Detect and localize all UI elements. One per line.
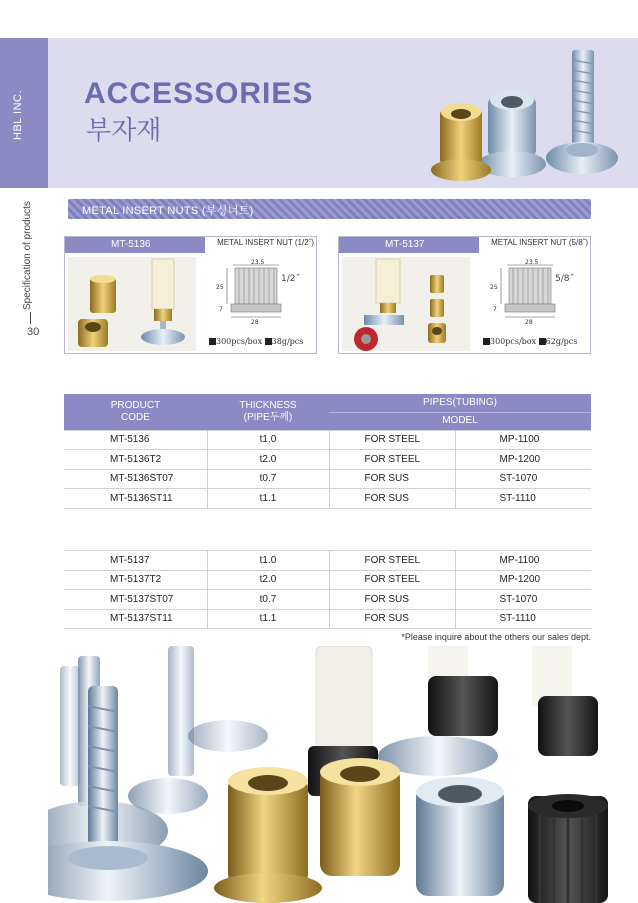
dimension-drawing <box>205 259 315 329</box>
header-product-code <box>64 394 207 430</box>
pipe-type-cell: FOR STEEL <box>329 430 455 450</box>
dim-size: 1/2˝ <box>281 274 300 284</box>
header-product-code-line2: CODE <box>121 411 150 423</box>
pipe-model-cell: MP-1200 <box>455 570 591 590</box>
section-banner-label: METAL INSERT NUTS (부싱너트) <box>82 205 254 217</box>
pipe-type-cell: FOR STEEL <box>329 551 455 571</box>
pipe-type-cell: FOR STEEL <box>329 570 455 590</box>
dim-top: 23.5 <box>525 259 539 266</box>
header-thickness-line2: (PIPE두께) <box>243 411 293 423</box>
product-code-cell: MT-5137ST07 <box>64 590 207 610</box>
table-row <box>64 590 591 610</box>
brand-tab <box>0 38 48 188</box>
card-description: METAL INSERT NUT (1/2˝) <box>217 238 314 247</box>
dim-side: 25 <box>490 284 498 291</box>
product-code-cell: MT-5136ST07 <box>64 469 207 489</box>
spec-table-mt5137 <box>64 550 591 629</box>
pipe-model-cell: ST-1110 <box>455 489 591 509</box>
page-title: ACCESSORIES <box>84 77 314 110</box>
pipe-model-cell: ST-1070 <box>455 469 591 489</box>
dim-side: 25 <box>216 284 224 291</box>
bullet-square-icon <box>483 338 490 345</box>
dim-top: 23.5 <box>251 259 265 266</box>
product-photo <box>68 257 196 351</box>
thickness-cell: t1.1 <box>207 609 329 629</box>
pipe-type-cell: FOR SUS <box>329 590 455 610</box>
header-thickness-line1: THICKNESS <box>239 399 297 411</box>
spec-weight: 62g/pcs <box>545 337 578 346</box>
product-code-cell: MT-5137 <box>64 551 207 571</box>
section-side-label: Specification of products <box>22 201 33 310</box>
page-number: 30 <box>27 326 40 338</box>
product-photo <box>342 257 470 351</box>
thickness-cell: t1.1 <box>207 489 329 509</box>
product-card <box>64 236 317 354</box>
product-card <box>338 236 591 354</box>
table-row <box>64 489 591 509</box>
brand-name: HBL INC. <box>12 89 24 140</box>
bullet-square-icon <box>209 338 216 345</box>
section-banner <box>68 199 591 219</box>
side-divider <box>30 312 31 324</box>
inquiry-note: *Please inquire about the others our sales dept. <box>401 632 591 642</box>
pipe-model-cell: MP-1100 <box>455 430 591 450</box>
hero-product-photo <box>422 46 618 182</box>
header-pipes: PIPES(TUBING) <box>329 394 591 412</box>
product-code-cell: MT-5136 <box>64 430 207 450</box>
card-model-label: MT-5136 <box>65 237 205 253</box>
header-thickness <box>207 394 329 430</box>
thickness-cell: t0.7 <box>207 590 329 610</box>
thickness-cell: t2.0 <box>207 570 329 590</box>
dim-bottom: 28 <box>251 319 259 326</box>
bullet-square-icon <box>539 338 546 345</box>
bullet-square-icon <box>265 338 272 345</box>
dim-size: 5/8˝ <box>555 274 574 284</box>
dim-bottom: 28 <box>525 319 533 326</box>
thickness-cell: t2.0 <box>207 450 329 470</box>
thickness-cell: t1.0 <box>207 430 329 450</box>
page-title-korean: 부자재 <box>86 115 162 145</box>
product-code-cell: MT-5136ST11 <box>64 489 207 509</box>
product-code-cell: MT-5136T2 <box>64 450 207 470</box>
table-row <box>64 551 591 571</box>
spec-table-mt5136 <box>64 394 591 509</box>
pipe-type-cell: FOR SUS <box>329 609 455 629</box>
dimension-drawing <box>479 259 589 329</box>
table-row <box>64 469 591 489</box>
header-product-code-line1: PRODUCT <box>110 399 161 411</box>
spec-box: 300pcs/box <box>490 337 537 346</box>
pipe-model-cell: MP-1100 <box>455 551 591 571</box>
card-spec <box>209 337 303 346</box>
card-description: METAL INSERT NUT (5/8˝) <box>491 238 588 247</box>
dim-low: 7 <box>493 306 497 313</box>
spec-weight: 38g/pcs <box>271 337 304 346</box>
pipe-type-cell: FOR SUS <box>329 489 455 509</box>
spec-box: 300pcs/box <box>216 337 263 346</box>
bottom-product-photo <box>48 646 638 903</box>
product-code-cell: MT-5137T2 <box>64 570 207 590</box>
header-model: MODEL <box>329 412 591 430</box>
table-row <box>64 609 591 629</box>
pipe-model-cell: ST-1070 <box>455 590 591 610</box>
table-row <box>64 570 591 590</box>
pipe-type-cell: FOR SUS <box>329 469 455 489</box>
table-row <box>64 450 591 470</box>
pipe-model-cell: ST-1110 <box>455 609 591 629</box>
dim-low: 7 <box>219 306 223 313</box>
table-row <box>64 430 591 450</box>
pipe-model-cell: MP-1200 <box>455 450 591 470</box>
thickness-cell: t1.0 <box>207 551 329 571</box>
card-model-label: MT-5137 <box>339 237 479 253</box>
pipe-type-cell: FOR STEEL <box>329 450 455 470</box>
thickness-cell: t0.7 <box>207 469 329 489</box>
card-spec <box>483 337 577 346</box>
product-code-cell: MT-5137ST11 <box>64 609 207 629</box>
